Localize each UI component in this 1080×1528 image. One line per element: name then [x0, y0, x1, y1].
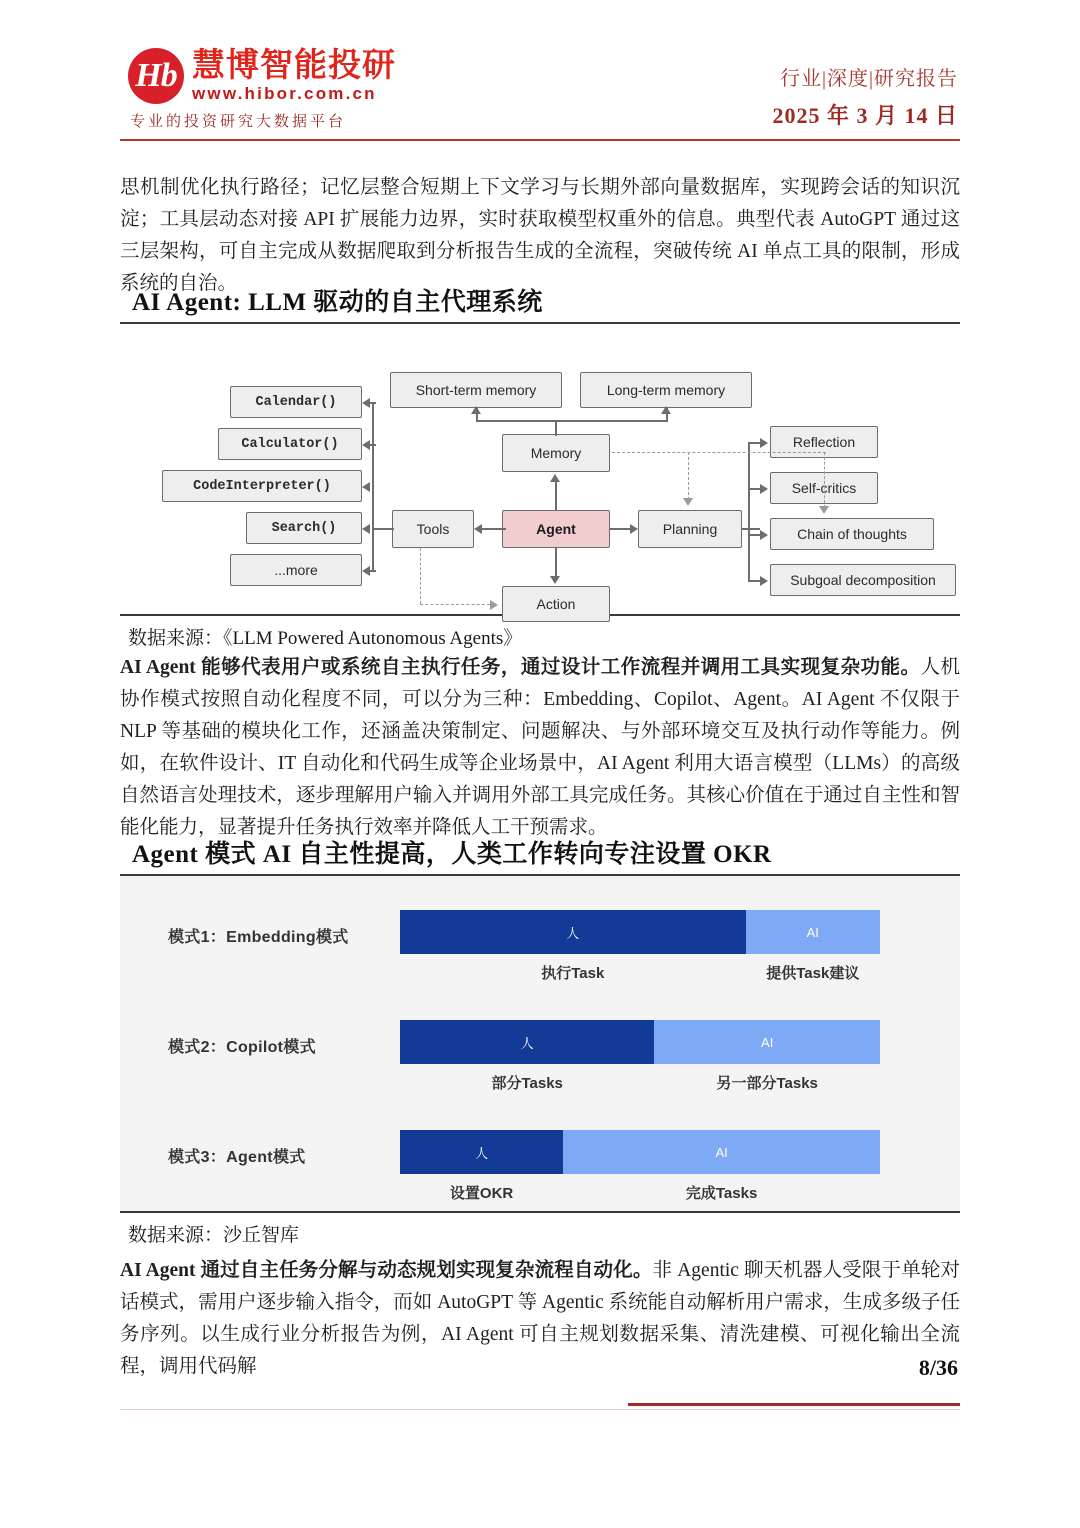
- node-action: Action: [502, 586, 610, 622]
- chart-row-label: 模式1：Embedding模式: [168, 929, 349, 946]
- logo-brand-cn: 慧博智能投研: [192, 46, 396, 84]
- caption-human: 设置OKR: [449, 1185, 514, 1202]
- caption-ai: 提供Task建议: [766, 965, 860, 982]
- arrow-more: [362, 566, 370, 576]
- bar-segment-human: 人: [400, 1130, 563, 1174]
- arrow-calendar: [362, 398, 370, 408]
- arrow-self-critics: [760, 484, 768, 494]
- node-subgoal-decomposition: Subgoal decomposition: [770, 564, 956, 596]
- bar-segment-ai: AI: [563, 1130, 880, 1174]
- agent-architecture-diagram: [120, 324, 960, 614]
- page-header: [0, 0, 1080, 150]
- paragraph-2-rest: 人机协作模式按照自动化程度不同，可以分为三种：Embedding、Copilot、Agent。AI Agent 不仅限于 NLP 等基础的模块化工作，还涵盖决策制定、问题解决、与外部环境交互及执行动作等能力。例如，在软件设计、IT 自动化和代码生成等企业场景中，AI Agent 利用大语言模型（LLMs）的高级自然语言处理技术，逐步理解用户输入并调用外部工具完成任务。其核心价值在于通过自主性和智能化能力，显著提升任务执行效率并降低人工干预需求。: [120, 657, 960, 838]
- figure-1-title: AI Agent: LLM 驱动的自主代理系统: [132, 289, 543, 316]
- header-divider: [120, 139, 960, 141]
- chart-row: [120, 1122, 960, 1218]
- dashed-tools-down: [420, 548, 421, 604]
- caption-ai: 另一部分Tasks: [716, 1075, 818, 1092]
- paragraph-3-rest: 非 Agentic 聊天机器人受限于单轮对话模式，需用户逐步输入指令，而如 AutoGPT 等 Agentic 系统能自动解析用户需求，生成多级子任务序列。以生成行业分析报告为例，AI Agent 可自主规划数据采集、清洗建模、可视化输出全流程，调用代码解: [120, 1260, 961, 1377]
- node-search-tool: Search(): [246, 512, 362, 544]
- dashed-tools-action: [420, 604, 490, 605]
- report-type-label: 行业|深度|研究报告: [779, 68, 958, 90]
- chart-row-label: 模式2：Copilot模式: [168, 1039, 316, 1056]
- bar-segment-ai: AI: [746, 910, 880, 954]
- caption-ai: 完成Tasks: [685, 1185, 758, 1202]
- dashed-memory-feedback: [612, 452, 826, 453]
- paragraph-3-block: [120, 1255, 960, 1383]
- logo-website-url: www.hibor.com.cn: [192, 83, 377, 103]
- arrow-long-term: [661, 406, 671, 414]
- connector-agent-planning: [610, 528, 630, 530]
- connector-memory-up: [555, 420, 557, 436]
- figure-1-source: 数据来源：《LLM Powered Autonomous Agents》: [128, 628, 523, 649]
- paragraph-2-lead: AI Agent 能够代表用户或系统自主执行任务，通过设计工作流程并调用工具实现复杂功能。: [120, 657, 921, 678]
- connector-planning-bus-vertical: [748, 442, 750, 580]
- node-reflection: Reflection: [770, 426, 878, 458]
- connector-agent-memory: [555, 480, 557, 510]
- chart-row-label: 模式3：Agent模式: [168, 1149, 306, 1166]
- arrow-agent-memory: [550, 474, 560, 482]
- header-meta: [772, 62, 958, 130]
- arrow-agent-action: [550, 576, 560, 584]
- arrow-reflection: [760, 438, 768, 448]
- page-number: 8/36: [918, 1355, 958, 1380]
- paragraph-2: [120, 652, 960, 844]
- arrow-dashed-action: [490, 600, 498, 610]
- connector-tools-bus: [372, 528, 394, 530]
- chart-captions: [400, 962, 880, 986]
- node-long-term-memory: Long-term memory: [580, 372, 752, 408]
- connector-agent-action: [555, 548, 557, 578]
- connector-tools-bus-vertical: [372, 402, 374, 570]
- bar-segment-ai: AI: [654, 1020, 880, 1064]
- site-logo: [128, 48, 396, 131]
- node-short-term-memory: Short-term memory: [390, 372, 562, 408]
- chart-bar-track: [400, 910, 880, 954]
- connector-agent-tools: [482, 528, 506, 530]
- footer-divider: [120, 1409, 960, 1410]
- chart-captions: [400, 1182, 880, 1206]
- footer-accent-rule: [628, 1403, 960, 1406]
- arrow-subgoal: [760, 576, 768, 586]
- node-memory: Memory: [502, 434, 610, 472]
- connector-planning-bus: [742, 528, 760, 530]
- arrow-dashed-planning: [683, 498, 693, 506]
- arrow-agent-tools: [474, 524, 482, 534]
- node-agent: Agent: [502, 510, 610, 548]
- figure-2-source: 数据来源：沙丘智库: [128, 1225, 300, 1246]
- arrow-calculator: [362, 440, 370, 450]
- node-tools: Tools: [392, 510, 474, 548]
- chart-bar-track: [400, 1130, 880, 1174]
- paragraph-1: 思机制优化执行路径；记忆层整合短期上下文学习与长期外部向量数据库，实现跨会话的知识沉淀；工具层动态对接 API 扩展能力边界，实时获取模型权重外的信息。典型代表 AutoGPT 通过这三层架构，可自主完成从数据爬取到分析报告生成的全流程，突破传统 AI 单点工具的限制，形成系统的自治。: [120, 177, 960, 294]
- hibor-logo-icon: Hb: [128, 48, 184, 104]
- chart-row: [120, 902, 960, 998]
- chart-captions: [400, 1072, 880, 1096]
- node-self-critics: Self-critics: [770, 472, 878, 504]
- logo-tagline: 专业的投资研究大数据平台: [130, 114, 347, 130]
- figure-2: [120, 832, 960, 1247]
- collaboration-modes-chart: [120, 876, 960, 1211]
- chart-bar-track: [400, 1020, 880, 1064]
- node-calendar-tool: Calendar(): [230, 386, 362, 418]
- arrow-code-interpreter: [362, 482, 370, 492]
- node-chain-of-thoughts: Chain of thoughts: [770, 518, 934, 550]
- node-planning: Planning: [638, 510, 742, 548]
- paragraph-3: [120, 1255, 960, 1383]
- dashed-to-planning: [688, 452, 689, 500]
- bar-segment-human: 人: [400, 910, 746, 954]
- report-date-label: 2025 年 3 月 14 日: [772, 103, 958, 128]
- chart-row: [120, 1012, 960, 1108]
- paragraph-3-lead: AI Agent 通过自主任务分解与动态规划实现复杂流程自动化。: [120, 1260, 653, 1281]
- paragraph-2-block: [120, 652, 960, 844]
- node-code-interpreter-tool: CodeInterpreter(): [162, 470, 362, 502]
- node-more-tools: ...more: [230, 554, 362, 586]
- figure-2-title: Agent 模式 AI 自主性提高，人类工作转向专注设置 OKR: [132, 841, 772, 868]
- arrow-search: [362, 524, 370, 534]
- caption-human: 部分Tasks: [491, 1075, 563, 1092]
- arrow-short-term: [471, 406, 481, 414]
- node-calculator-tool: Calculator(): [218, 428, 362, 460]
- connector-memory-split: [476, 420, 666, 422]
- dashed-to-reflection: [824, 452, 825, 508]
- arrow-dashed-reflection: [819, 506, 829, 514]
- bar-segment-human: 人: [400, 1020, 654, 1064]
- arrow-agent-planning: [630, 524, 638, 534]
- arrow-chain-of-thoughts: [760, 530, 768, 540]
- figure-1: [120, 280, 960, 650]
- caption-human: 执行Task: [541, 965, 605, 982]
